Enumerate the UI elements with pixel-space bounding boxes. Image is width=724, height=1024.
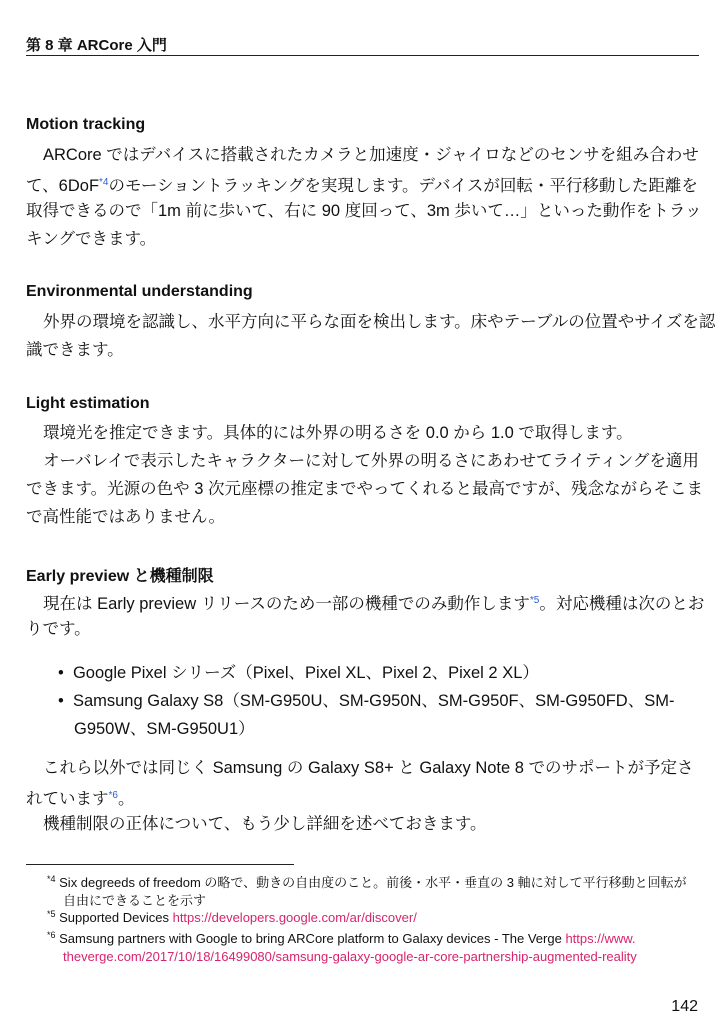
footnote-link[interactable]: theverge.com/2017/10/18/16499080/samsung-galaxy-google-ar-core-partnership-augmented-reality <box>63 949 637 964</box>
paragraph-line: キングできます。 <box>26 230 157 248</box>
paragraph-line <box>26 173 698 196</box>
footnote-ref[interactable]: *6 <box>108 790 118 801</box>
text: Samsung Galaxy S8（SM-G950U、SM-G950N、SM-G950F、SM-G950FD、SM- <box>72 692 675 710</box>
text: 。 <box>117 790 135 808</box>
bullet-continuation: G950W、SM-G950U1） <box>74 720 255 738</box>
text: れています <box>26 790 109 808</box>
footnote-link[interactable]: https://www. <box>565 931 636 946</box>
paragraph-line <box>43 591 704 614</box>
text: て、6DoF <box>26 177 100 195</box>
text: Google Pixel シリーズ（Pixel、Pixel XL、Pixel 2、Pixel 2 XL） <box>72 664 539 682</box>
footnote-link[interactable]: https://developers.google.com/ar/discover/ <box>172 910 417 925</box>
paragraph-line: 識できます。 <box>26 341 124 359</box>
chapter-header: 第 8 章 ARCore 入門 <box>26 37 167 54</box>
header-rule <box>26 55 699 56</box>
footnote-rule <box>26 864 294 865</box>
text: 現在は Early preview リリースのため一部の機種でのみ動作します <box>43 595 530 613</box>
footnote <box>47 872 687 891</box>
page-number: 142 <box>671 998 698 1015</box>
footnote-mark: *5 <box>47 909 56 919</box>
paragraph-line <box>26 786 134 809</box>
paragraph-line: ARCore ではデバイスに搭載されたカメラと加速度・ジャイロなどのセンサを組み合わせ <box>43 146 699 164</box>
text: のモーショントラッキングを実現します。デバイスが回転・平行移動した距離を <box>108 177 698 195</box>
paragraph-line: で高性能ではありません。 <box>26 508 225 526</box>
paragraph-line: 環境光を推定できます。具体的には外界の明るさを 0.0 から 1.0 で取得します。 <box>43 424 633 442</box>
footnote-ref[interactable]: *4 <box>99 177 109 188</box>
footnote-continuation: 自由にできることを示す <box>63 893 207 908</box>
text: Samsung partners with Google to bring ARCore platform to Galaxy devices - The Verge <box>59 931 566 946</box>
section-heading: Environmental understanding <box>26 283 253 300</box>
bullet-item: • Samsung Galaxy S8（SM-G950U、SM-G950N、SM-G950F、SM-G950FD、SM- <box>58 692 675 710</box>
paragraph-line: 取得できるので「1m 前に歩いて、右に 90 度回って、3m 歩いて…」といった動作をトラッ <box>26 202 702 220</box>
footnote-mark: *4 <box>47 874 56 884</box>
footnote <box>47 909 417 925</box>
text: Six degreeds of freedom の略で、動きの自由度のこと。前後・水平・垂直の 3 軸に対して平行移動と回転が <box>59 875 687 890</box>
paragraph-line: これら以外では同じく Samsung の Galaxy S8+ と Galaxy Note 8 でのサポートが予定さ <box>43 759 694 777</box>
paragraph-line: りです。 <box>26 620 91 638</box>
paragraph-line: できます。光源の色や 3 次元座標の推定までやってくれると最高ですが、残念ながらそこま <box>26 480 704 498</box>
text: 。対応機種は次のとお <box>539 595 705 613</box>
text: Supported Devices <box>59 910 173 925</box>
paragraph-line: 外界の環境を認識し、水平方向に平らな面を検出します。床やテーブルの位置やサイズを認 <box>43 313 716 331</box>
section-heading: Early preview と機種制限 <box>26 568 214 585</box>
bullet-item: • Google Pixel シリーズ（Pixel、Pixel XL、Pixel 2、Pixel 2 XL） <box>58 664 539 682</box>
paragraph-line: 機種制限の正体について、もう少し詳細を述べておきます。 <box>43 815 487 833</box>
section-heading: Motion tracking <box>26 116 146 133</box>
footnote-ref[interactable]: *5 <box>529 595 540 606</box>
section-heading: Light estimation <box>26 395 150 412</box>
footnote <box>47 930 636 946</box>
paragraph-line: オーバレイで表示したキャラクターに対して外界の明るさにあわせてライティングを適用 <box>43 452 699 470</box>
footnote-mark: *6 <box>47 930 56 940</box>
